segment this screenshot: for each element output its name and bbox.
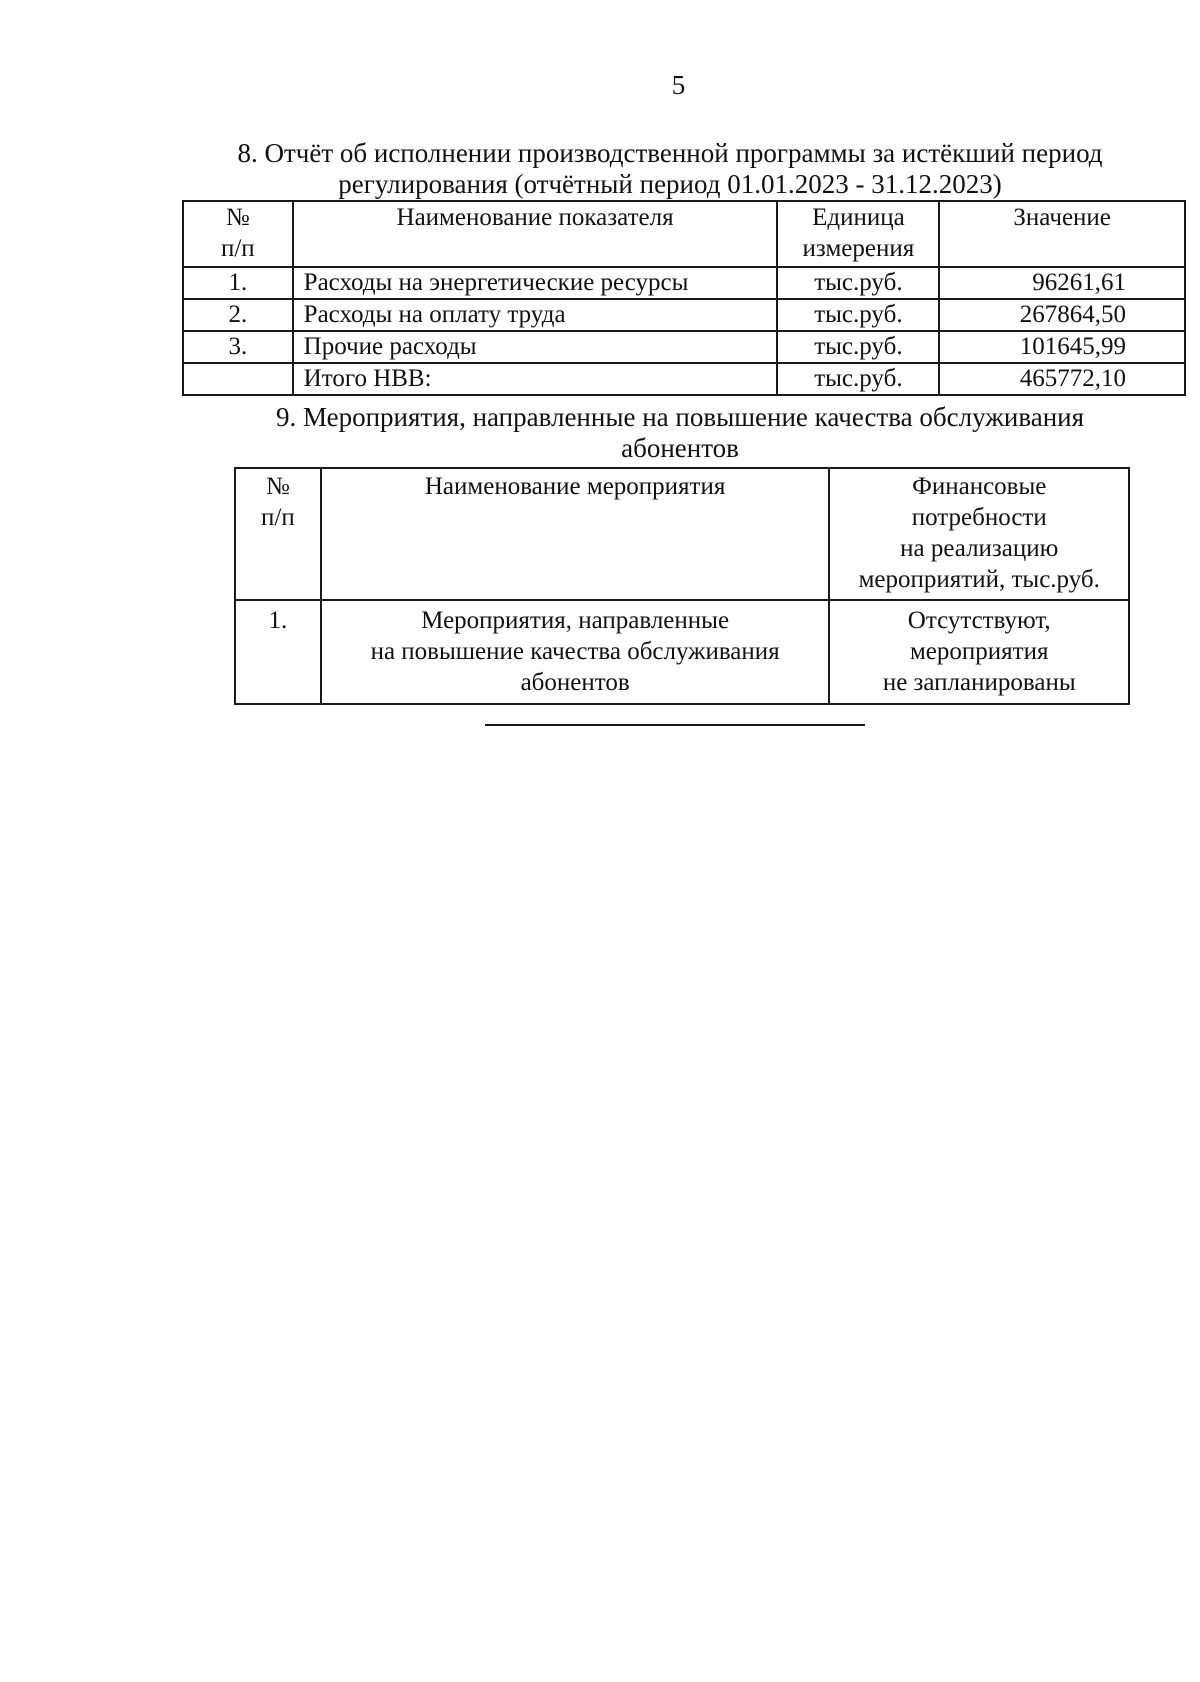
section-8-title-line-1: 8. Отчёт об исполнении производственной программы за истёкший период [237, 138, 1103, 168]
page-number: 5 [671, 70, 686, 100]
row-num: 1. [235, 600, 321, 704]
row-unit: тыс.руб. [777, 363, 939, 395]
row-value: 101645,99 [939, 331, 1185, 363]
table-header-row [183, 201, 1185, 267]
header-value: Значение [939, 201, 1185, 267]
header-indicator-name: Наименование показателя [293, 201, 778, 267]
header-unit: Единица измерения [777, 201, 939, 267]
row-value: 267864,50 [939, 299, 1185, 331]
table-row [183, 267, 1185, 299]
header-financial-needs: Финансовые потребности на реализацию мероприятий, тыс.руб. [829, 468, 1129, 600]
row-unit: тыс.руб. [777, 331, 939, 363]
section-8-title [210, 138, 1130, 200]
row-value: 465772,10 [939, 363, 1185, 395]
service-quality-measures-table [234, 467, 1130, 705]
row-unit: тыс.руб. [777, 299, 939, 331]
section-9-title-line-2: абонентов [621, 433, 739, 463]
table-row [183, 299, 1185, 331]
section-8-title-line-2: регулирования (отчётный период 01.01.2023 - 31.12.2023) [338, 169, 1002, 199]
production-program-table [182, 200, 1186, 396]
row-unit: тыс.руб. [777, 267, 939, 299]
row-num [183, 363, 293, 395]
row-measure-name: Мероприятия, направленные на повышение качества обслуживания абонентов [321, 600, 830, 704]
table-row [183, 331, 1185, 363]
row-num: 1. [183, 267, 293, 299]
row-name: Расходы на энергетические ресурсы [293, 267, 778, 299]
header-num: № п/п [235, 468, 321, 600]
row-num: 2. [183, 299, 293, 331]
row-name: Прочие расходы [293, 331, 778, 363]
row-num: 3. [183, 331, 293, 363]
section-9-title [230, 402, 1130, 464]
row-financial-needs: Отсутствуют, мероприятия не запланированы [829, 600, 1129, 704]
row-value: 96261,61 [939, 267, 1185, 299]
section-9-title-line-1: 9. Мероприятия, направленные на повышение качества обслуживания [275, 402, 1085, 432]
closing-divider-line [485, 724, 865, 726]
header-measure-name: Наименование мероприятия [321, 468, 830, 600]
row-name: Итого НВВ: [293, 363, 778, 395]
header-num: № п/п [183, 201, 293, 267]
row-name: Расходы на оплату труда [293, 299, 778, 331]
table-row [235, 600, 1129, 704]
table-total-row [183, 363, 1185, 395]
table-header-row [235, 468, 1129, 600]
